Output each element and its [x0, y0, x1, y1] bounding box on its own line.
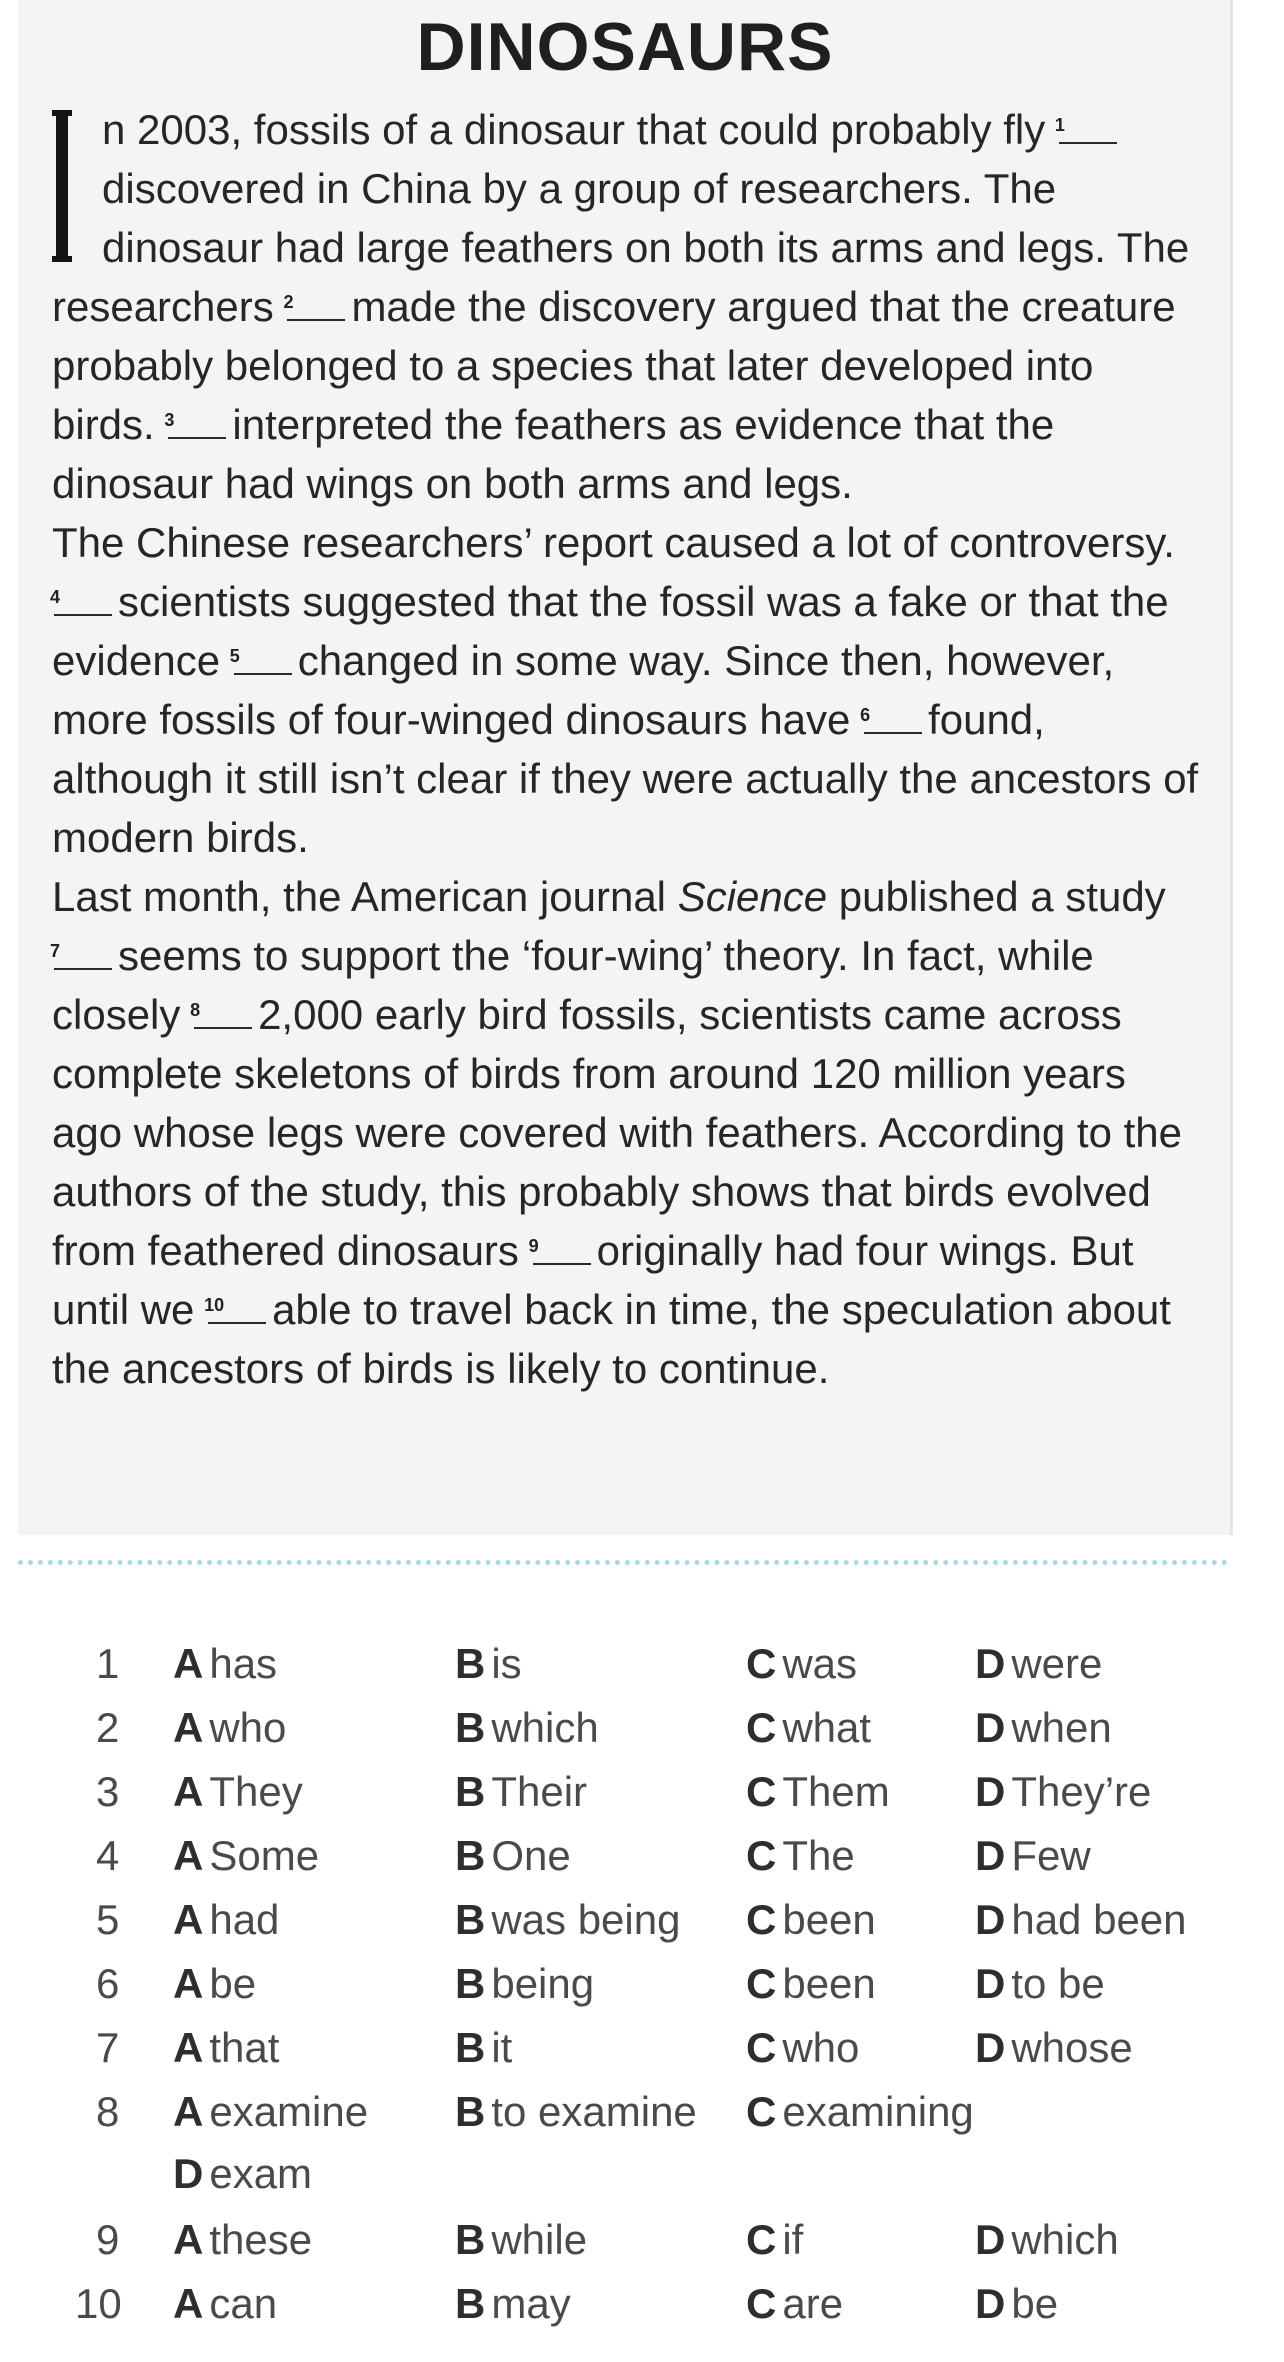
option-a: A had — [173, 1896, 280, 1943]
option-c: C what — [746, 1704, 872, 1751]
gap-blank: 8 — [194, 997, 252, 1029]
option-b: B to examine — [455, 2088, 697, 2135]
option-row-5: 5 A had B was being C been D had been — [96, 1896, 1187, 1943]
option-row-4: 4 A Some B One C The D Few — [96, 1832, 1091, 1879]
option-b: B was being — [455, 1896, 681, 1943]
drop-cap-letter — [52, 110, 92, 268]
paragraph-1: n 2003, fossils of a dinosaur that could probably fly 1 discovered in China by a group of researchers. The dinosaur had large feathers on both its arms and legs. The researchers 2 made the discovery argued that the creature probably belonged to a species that later developed into birds. 3 interpreted the feathers as evidence that the dinosaur had wings on both arms and legs. — [52, 106, 1190, 507]
gap-blank: 2 — [287, 289, 345, 321]
option-row-9: 9 A these B while C if D which — [96, 2216, 1119, 2263]
option-a: A has — [173, 1640, 278, 1687]
gap-blank: 1 — [1059, 112, 1117, 144]
gap-blank: 3 — [168, 407, 226, 439]
option-a: A these — [173, 2216, 313, 2263]
option-a: A can — [173, 2280, 278, 2327]
option-b: B which — [455, 1704, 599, 1751]
option-c: C The — [746, 1832, 855, 1879]
option-b: B while — [455, 2216, 588, 2263]
option-d: D were — [975, 1640, 1103, 1687]
option-d: D which — [975, 2216, 1119, 2263]
option-row-8: 8 A examine B to examine C examining D exam — [96, 2088, 974, 2197]
option-a: A Some — [173, 1832, 320, 1879]
gap-blank: 4 — [54, 584, 112, 616]
option-row-6: 6 A be B being C been D to be — [96, 1960, 1105, 2007]
option-row-10: 10 A can B may C are D be — [75, 2280, 1059, 2327]
option-c: C examining — [746, 2088, 974, 2135]
gap-blank: 5 — [234, 643, 292, 675]
dotted-divider — [18, 1560, 1228, 1565]
option-c: C been — [746, 1960, 876, 2007]
option-d: D when — [975, 1704, 1112, 1751]
option-b: B may — [455, 2280, 571, 2327]
option-row-7: 7 A that B it C who D whose — [96, 2024, 1133, 2071]
option-a: A They — [173, 1768, 303, 1815]
option-b: B Their — [455, 1768, 588, 1815]
option-d: D be — [975, 2280, 1059, 2327]
option-b: B One — [455, 1832, 571, 1879]
option-a: A be — [173, 1960, 257, 2007]
journal-name: Science — [677, 873, 828, 920]
option-a: A examine — [173, 2088, 369, 2135]
option-c: C been — [746, 1896, 876, 1943]
paragraph-2: The Chinese researchers’ report caused a lot of controversy. 4 scientists suggested that the fossil was a fake or that the evidence 5 changed in some way. Since then, however, more fossils of four-winged dinosaurs have 6 found, although it still isn’t clear if they were actually the ancestors of modern birds. — [50, 519, 1199, 861]
option-d: D exam — [173, 2150, 313, 2197]
paragraph-3: Last month, the American journal Science published a study 7 seems to support the ‘four-wing’ theory. In fact, while closely 8 2,000 early bird fossils, scientists came across complete skeletons of birds from around 120 million years ago whose legs were covered with feathers. According to the authors of the study, this probably shows that birds evolved from feathered dinosaurs 9 originally had four wings. But until we 10 able to travel back in time, the speculation about the ancestors of birds is likely to continue. — [50, 873, 1182, 1392]
option-d: D Few — [975, 1832, 1091, 1879]
option-b: B being — [455, 1960, 595, 2007]
option-c: C was — [746, 1640, 858, 1687]
option-c: C if — [746, 2216, 804, 2263]
option-b: B it — [455, 2024, 513, 2071]
option-a: A who — [173, 1704, 287, 1751]
option-d: D had been — [975, 1896, 1187, 1943]
gap-blank: 7 — [54, 938, 112, 970]
gap-blank: 6 — [864, 702, 922, 734]
page-title: DINOSAURS — [416, 9, 834, 85]
option-row-3: 3 A They B Their C Them D They’re — [96, 1768, 1152, 1815]
gap-blank: 9 — [533, 1233, 591, 1265]
option-c: C who — [746, 2024, 860, 2071]
option-row-2: 2 A who B which C what D when — [96, 1704, 1112, 1751]
option-a: A that — [173, 2024, 280, 2071]
option-d: D They’re — [975, 1768, 1152, 1815]
gap-blank: 10 — [208, 1292, 266, 1324]
option-row-1: 1 A has B is C was D were — [96, 1640, 1103, 1687]
option-b: B is — [455, 1640, 522, 1687]
option-c: C are — [746, 2280, 844, 2327]
passage-text — [52, 100, 1202, 1398]
option-c: C Them — [746, 1768, 890, 1815]
option-d: D whose — [975, 2024, 1133, 2071]
option-d: D to be — [975, 1960, 1105, 2007]
